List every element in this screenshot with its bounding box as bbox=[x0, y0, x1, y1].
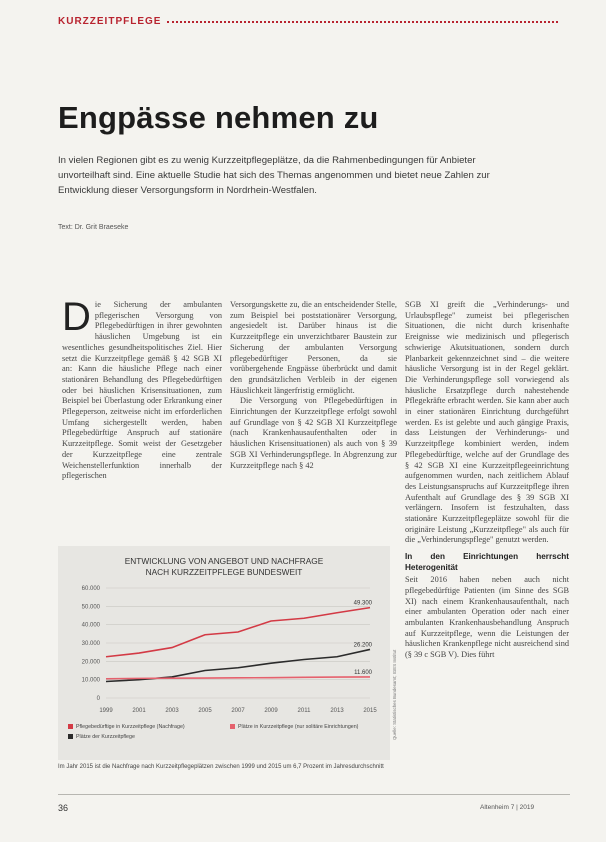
y-tick-label: 50.000 bbox=[81, 604, 100, 611]
y-tick-label: 30.000 bbox=[81, 641, 100, 647]
x-tick-label: 2007 bbox=[231, 708, 245, 714]
x-tick-label: 2011 bbox=[297, 708, 311, 714]
y-tick-label: 40.000 bbox=[81, 622, 100, 629]
series-end-label: 11.600 bbox=[354, 669, 372, 676]
section-header bbox=[58, 14, 558, 28]
series-end-label: 49.300 bbox=[353, 600, 372, 607]
body-column-2 bbox=[230, 300, 397, 471]
x-tick-label: 2015 bbox=[363, 708, 377, 714]
page-number: 36 bbox=[58, 803, 69, 813]
drop-cap: D bbox=[62, 295, 91, 339]
section-kicker: KURZZEITPFLEGE bbox=[58, 15, 162, 27]
chart-caption: Im Jahr 2015 ist die Nachfrage nach Kurzzeitpflegeplätzen zwischen 1999 und 2015 um 6,7 Prozent im Jahresdurchschnitt bbox=[58, 764, 384, 770]
chart-title-line: NACH KURZZEITPFLEGE BUNDESWEIT bbox=[145, 567, 303, 577]
y-tick-label: 10.000 bbox=[81, 677, 100, 684]
article-lead: In vielen Regionen gibt es zu wenig Kurzzeitpflegeplätze, da die Rahmenbedingungen für Anbieter unvorteilhaft sind. Eine aktuelle Studie hat sich des Themas angenommen und bietet neue Zahlen zur Entwicklung dieser Versorgungsform in Nordrhein-Westfalen. bbox=[58, 155, 490, 196]
line-chart bbox=[58, 580, 390, 760]
subheading: In den Einrichtungen herrscht Heterogenität bbox=[405, 552, 569, 572]
series-line bbox=[106, 677, 370, 679]
legend-label: Pflegebedürftige in Kurzzeitpflege (Nachfrage) bbox=[76, 724, 185, 730]
series-line bbox=[106, 608, 370, 657]
legend-label: Plätze in Kurzzeitpflege (nur solitäre Einrichtungen) bbox=[238, 724, 359, 730]
body-paragraph: Die Versorgung von Pflegebedürftigen in Einrichtungen der Kurzzeitpflege erfolgt sowohl auf Grundlage von § 42 SGB XI Kurzzeitpflege (nach Krankenhausaufenthalten oder in häuslichen Krisensituationen) als auch von § 39 SGB XI Verhinderungspflege. In Abgrenzung zur Kurzzeitpflege nach § 42 bbox=[230, 396, 397, 470]
x-tick-label: 2003 bbox=[165, 708, 179, 714]
chart-source-credit: Quelle: Statistisches Bundesamt; IGES Institut bbox=[392, 649, 397, 740]
body-paragraph: SGB XI greift die „Verhinderungs- und Urlaubspflege" zumeist bei pflegerischen Situationen, die nicht durch krisenhafte Ereignisse wie medizinisch und pflegerisch schwierige Akutsituationen, sondern durch Planbarkeit gekennzeichnet sind – die weitere häusliche Versorgung ist in der Regel geklärt. Die Verhinderungspflege soll vorwiegend als häusliche Ersatzpflege durch nahestehende Pflegekräfte erbracht werden. Sie kann aber auch in einer stationären Einrichtung durchgeführt werden. Es ist gelebte und auch gängige Praxis, dass Leistungen der Verhinderungs- und Kurzzeitpflege kombiniert werden, indem Pflegebedürftige, welche auf der Grundlage des § 42 SGB XI eine Kurzzeitpflegeeinrichtung aufgenommen wurden, nach zeitlichem Ablauf des Leistungsanspruchs auf Kurzzeitpflege ihren Aufenthalt auf Grundlage des § 39 SGB XI verlängern. Insofern ist festzuhalten, dass stationäre Kurzzeitpflegeplätze sowohl für die originäre Leistung „Kurzzeitpflege" als auch für die „Verhinderungspflege" genutzt werden. bbox=[405, 300, 569, 545]
chart-title bbox=[58, 556, 390, 578]
x-tick-label: 1999 bbox=[99, 708, 113, 714]
magazine-issue: Altenheim 7 | 2019 bbox=[480, 804, 535, 811]
footer-divider bbox=[58, 794, 570, 795]
body-paragraph: Versorgungskette zu, die an entscheidender Stelle, zum Beispiel bei poststationärer Versorgung, angesiedelt ist. Darüber hinaus ist die Kurzzeitpflege ein unverzichtbarer Baustein zur Sicherung der ambulanten Versorgung pflegebedürftiger Personen, da sie vorübergehende Engpässe überbrückt und damit den grundsätzlichen Verbleib in der eigenen Häuslichkeit längerfristig ermöglicht. bbox=[230, 300, 397, 395]
x-tick-label: 2009 bbox=[264, 708, 278, 714]
y-tick-label: 20.000 bbox=[81, 659, 100, 666]
chart-title-line: ENTWICKLUNG VON ANGEBOT UND NACHFRAGE bbox=[124, 556, 324, 566]
article-headline: Engpässe nehmen zu bbox=[58, 100, 379, 135]
body-paragraph: ie Sicherung der ambulanten pflegerischen Versorgung von Pflegebedürftigen in ihrer gewohnten häuslichen Umgebung ist ein wesentliches gesundheitspolitisches Ziel. Hier setzt die Kurzzeitpflege gemäß § 42 SGB XI an: Kann die häusliche Pflege nach einer stationären Behandlung des Pflegebedürftigen oder bei häuslichen Krisensituationen, zum Beispiel bei Überlastung oder Erkrankung einer Pflegeperson, zeitweise nicht im erforderlichen Umfang sichergestellt werden, haben Pflegebedürftige Anspruch auf stationäre Kurzzeitpflege. Somit weist der Gesetzgeber der Kurzzeitpflege eine zentrale Weichenstellerfunktion innerhalb der pflegerischen bbox=[62, 300, 222, 481]
body-column-1 bbox=[62, 295, 222, 482]
y-tick-label: 60.000 bbox=[81, 586, 100, 592]
article-author: Text: Dr. Grit Braeseke bbox=[58, 224, 129, 231]
y-tick-label: 0 bbox=[96, 696, 100, 702]
body-column-3 bbox=[405, 300, 569, 661]
kicker-dotted-rule bbox=[167, 19, 558, 23]
series-end-label: 26.200 bbox=[353, 642, 372, 649]
legend-swatch bbox=[230, 724, 235, 729]
legend-swatch bbox=[68, 724, 73, 729]
legend-swatch bbox=[68, 734, 73, 739]
x-tick-label: 2013 bbox=[330, 708, 344, 714]
x-tick-label: 2001 bbox=[132, 708, 146, 714]
legend-label: Plätze der Kurzzeitpflege bbox=[76, 734, 135, 740]
body-paragraph: Seit 2016 haben neben auch nicht pflegebedürftige Patienten (im Sinne des SGB XI) nach einem Krankenhausaufenthalt, nach einer ambulanten Operation oder nach einer ambulanten Krankenhausbehandlung Anspruch auf Kurzzeitpflege, wenn die Leistungen der häuslichen Krankenpflege nicht ausreichend sind (§ 39 c SGB V). Dies führt bbox=[405, 575, 569, 660]
x-tick-label: 2005 bbox=[198, 708, 212, 714]
